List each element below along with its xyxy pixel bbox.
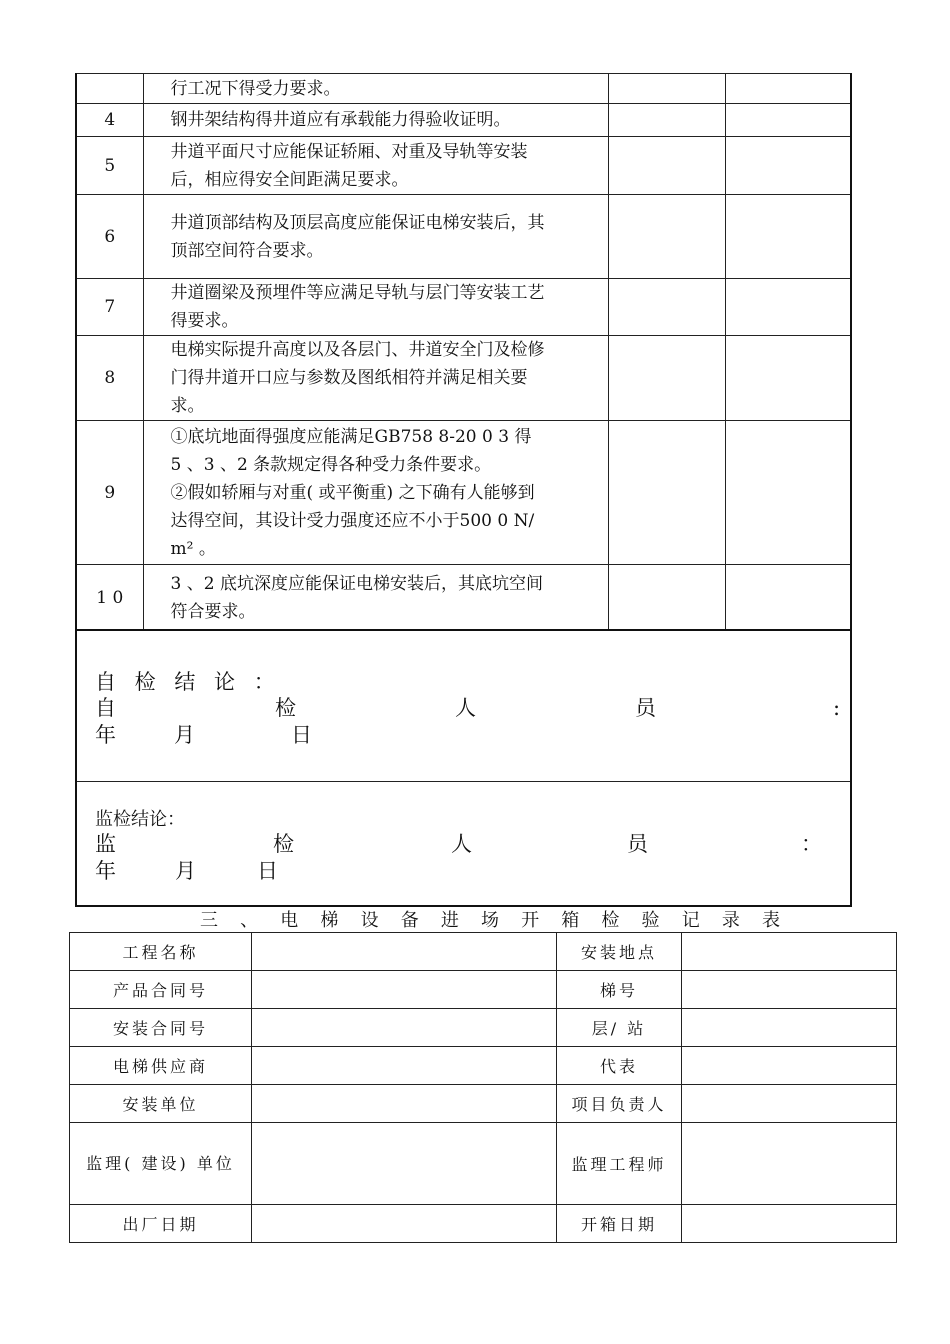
table-row bbox=[76, 137, 851, 195]
field-value[interactable] bbox=[252, 1205, 557, 1243]
supervision-conclusion-label: 监检结论： bbox=[95, 809, 185, 830]
table-row bbox=[76, 565, 851, 631]
remark-cell bbox=[725, 565, 851, 631]
field-label: 安装单位 bbox=[70, 1085, 252, 1123]
field-value[interactable] bbox=[682, 1009, 897, 1047]
self-check-date-day: 日 bbox=[291, 723, 312, 747]
field-label: 产品合同号 bbox=[70, 971, 252, 1009]
field-label: 层/ 站 bbox=[557, 1009, 682, 1047]
result-cell bbox=[608, 336, 725, 421]
result-cell bbox=[608, 279, 725, 336]
field-value[interactable] bbox=[682, 1205, 897, 1243]
table-row bbox=[70, 1009, 897, 1047]
supervision-person-label-1: 监 bbox=[95, 832, 116, 856]
field-value[interactable] bbox=[682, 1047, 897, 1085]
field-label: 安装合同号 bbox=[70, 1009, 252, 1047]
item-number: 6 bbox=[76, 195, 143, 279]
item-number: 8 bbox=[76, 336, 143, 421]
result-cell bbox=[608, 565, 725, 631]
table-row bbox=[76, 336, 851, 421]
inspection-table bbox=[75, 73, 852, 631]
self-check-person-label-4: 员 bbox=[635, 696, 656, 720]
item-text: 井道圈梁及预埋件等应满足导轨与层门等安装工艺 得要求。 bbox=[143, 279, 608, 336]
field-label: 监理工程师 bbox=[557, 1123, 682, 1205]
item-number: 4 bbox=[76, 104, 143, 137]
table-row bbox=[76, 104, 851, 137]
item-number: 1 0 bbox=[76, 565, 143, 631]
table-row bbox=[70, 933, 897, 971]
section-title: 三 、 电 梯 设 备 进 场 开 箱 检 验 记 录 表 bbox=[200, 910, 780, 931]
item-text: ①底坑地面得强度应能满足GB758 8-20 0 3 得 5 、3 、2 条款规定得各种受力条件要求。 ②假如轿厢与对重( 或平衡重) 之下确有人能够到 达得空间，其设计受力强度还应不小于500 0 N/ m² 。 bbox=[143, 421, 608, 565]
result-cell bbox=[608, 137, 725, 195]
field-label: 安装地点 bbox=[557, 933, 682, 971]
table-row bbox=[76, 195, 851, 279]
supervision-person-label-4: 员 bbox=[627, 832, 648, 856]
result-cell bbox=[608, 421, 725, 565]
result-cell bbox=[608, 104, 725, 137]
unboxing-info-table bbox=[69, 932, 897, 1243]
field-label: 代表 bbox=[557, 1047, 682, 1085]
field-value[interactable] bbox=[682, 1123, 897, 1205]
self-check-person-label-3: 人 bbox=[455, 696, 476, 720]
field-label: 出厂日期 bbox=[70, 1205, 252, 1243]
remark-cell bbox=[725, 104, 851, 137]
field-label: 开箱日期 bbox=[557, 1205, 682, 1243]
item-text: 行工况下得受力要求。 bbox=[143, 74, 608, 104]
field-label: 监理( 建设) 单位 bbox=[70, 1123, 252, 1205]
field-value[interactable] bbox=[252, 971, 557, 1009]
field-value[interactable] bbox=[682, 1085, 897, 1123]
table-row bbox=[70, 1123, 897, 1205]
field-value[interactable] bbox=[682, 933, 897, 971]
item-text: 井道顶部结构及顶层高度应能保证电梯安装后，其 顶部空间符合要求。 bbox=[143, 195, 608, 279]
item-number: 7 bbox=[76, 279, 143, 336]
self-check-conclusion-label: 自 检 结 论 ： bbox=[95, 670, 281, 694]
field-label: 项目负责人 bbox=[557, 1085, 682, 1123]
item-text: 钢井架结构得井道应有承载能力得验收证明。 bbox=[143, 104, 608, 137]
remark-cell bbox=[725, 137, 851, 195]
self-check-person-label-1: 自 bbox=[95, 696, 116, 720]
item-text: 3 、2 底坑深度应能保证电梯安装后，其底坑空间 符合要求。 bbox=[143, 565, 608, 631]
item-text: 井道平面尺寸应能保证轿厢、对重及导轨等安装 后，相应得安全间距满足要求。 bbox=[143, 137, 608, 195]
field-value[interactable] bbox=[252, 1047, 557, 1085]
field-label: 电梯供应商 bbox=[70, 1047, 252, 1085]
field-label: 梯号 bbox=[557, 971, 682, 1009]
supervision-date-year: 年 bbox=[95, 859, 116, 883]
item-number: 9 bbox=[76, 421, 143, 565]
field-value[interactable] bbox=[252, 1123, 557, 1205]
remark-cell bbox=[725, 195, 851, 279]
result-cell bbox=[608, 74, 725, 104]
table-row bbox=[76, 279, 851, 336]
table-row bbox=[76, 74, 851, 104]
self-check-person-label-5: : bbox=[833, 696, 841, 720]
table-row bbox=[70, 971, 897, 1009]
field-value[interactable] bbox=[682, 971, 897, 1009]
self-check-date-year: 年 bbox=[95, 723, 116, 747]
table-row bbox=[70, 1047, 897, 1085]
remark-cell bbox=[725, 74, 851, 104]
result-cell bbox=[608, 195, 725, 279]
supervision-date-day: 日 bbox=[257, 859, 278, 883]
remark-cell bbox=[725, 279, 851, 336]
item-text: 电梯实际提升高度以及各层门、井道安全门及检修 门得井道开口应与参数及图纸相符并满足相关要 求。 bbox=[143, 336, 608, 421]
divider bbox=[77, 781, 850, 782]
field-value[interactable] bbox=[252, 933, 557, 971]
self-check-person-label-2: 检 bbox=[275, 696, 296, 720]
supervision-person-label-3: 人 bbox=[451, 832, 472, 856]
field-label: 工程名称 bbox=[70, 933, 252, 971]
self-check-date-month: 月 bbox=[174, 723, 195, 747]
remark-cell bbox=[725, 421, 851, 565]
conclusion-box bbox=[75, 629, 852, 907]
supervision-person-label-2: 检 bbox=[273, 832, 294, 856]
remark-cell bbox=[725, 336, 851, 421]
table-row bbox=[70, 1085, 897, 1123]
field-value[interactable] bbox=[252, 1085, 557, 1123]
supervision-person-label-5: ： bbox=[801, 832, 822, 856]
item-number bbox=[76, 74, 143, 104]
table-row bbox=[70, 1205, 897, 1243]
field-value[interactable] bbox=[252, 1009, 557, 1047]
supervision-date-month: 月 bbox=[175, 859, 196, 883]
item-number: 5 bbox=[76, 137, 143, 195]
table-row bbox=[76, 421, 851, 565]
